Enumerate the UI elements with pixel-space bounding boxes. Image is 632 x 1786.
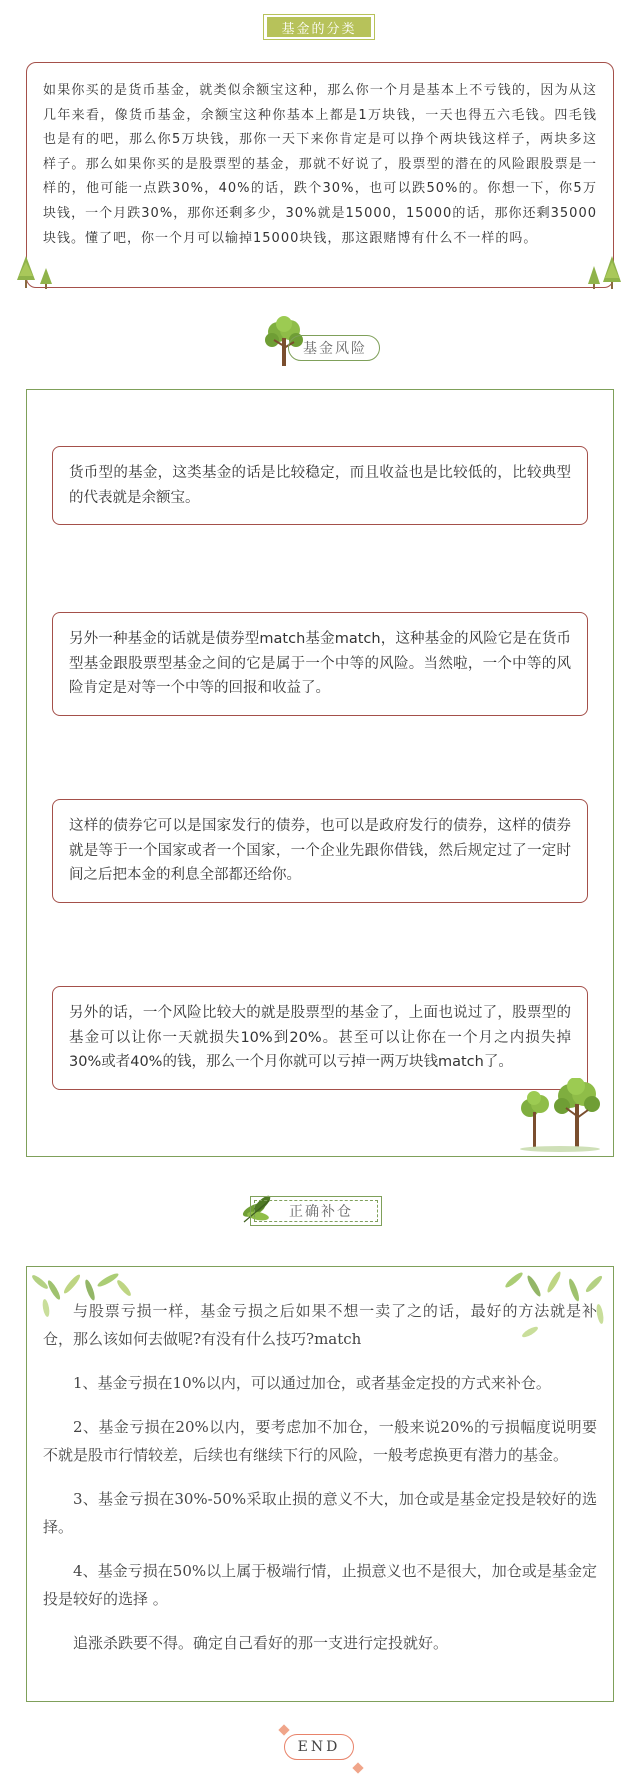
- averaging-paragraph: 1、基金亏损在10%以内，可以通过加仓，或者基金定投的方式来补仓。: [73, 1374, 551, 1392]
- end-label: END: [284, 1734, 354, 1760]
- averaging-paragraph: 追涨杀跌要不得。确定自己看好的那一支进行定投就好。: [73, 1634, 449, 1652]
- section-title-text: 正确补仓: [254, 1200, 378, 1222]
- section-title-correct-averaging: [250, 1196, 382, 1226]
- risk-card-text: 这样的债券它可以是国家发行的债券，也可以是政府发行的债券，这样的债券就是等于一个国家或者一个国家，一个企业先跟你借钱，然后规定过了一定时间之后把本金的利息全部都还给你。: [69, 818, 571, 883]
- pine-tree-icon: [584, 254, 626, 290]
- section-title-text: 基金风险: [303, 341, 367, 357]
- risk-card-stock-fund: [52, 986, 588, 1090]
- willow-leaves-icon: [28, 1268, 138, 1328]
- section-title-text: 基金的分类: [267, 17, 371, 37]
- risk-card-text: 另外的话，一个风险比较大的就是股票型的基金了，上面也说过了，股票型的基金可以让你一天就损失10%到20%。甚至可以让你在一个月之内损失掉30%或者40%的钱，那么一个月你就可以亏掉一两万块钱match了。: [69, 1005, 571, 1070]
- fund-classification-paragraph: 如果你买的是货币基金，就类似余额宝这种，那么你一个月是基本上不亏钱的，因为从这几年来看，像货币基金，余额宝这种你基本上都是1万块钱，一天也得五六毛钱。四毛钱也是有的吧，那么你5万块钱，那你一天下来你肯定是可以挣个两块钱这样子，两块多这样子。那么如果你买的是股票型的基金，那就不好说了，股票型的潜在的风险跟股票是一样的，他可能一点跌30%，40%的话，跌个30%，也可以跌50%的。你想一下，你5万块钱，一个月跌30%，那你还剩多少，30%就是15000，15000的话，那你还剩35000块钱。懂了吧，你一个月可以输掉15000块钱，那这跟赌博有什么不一样的吗。: [43, 83, 597, 246]
- diamond-icon: [352, 1762, 363, 1773]
- averaging-paragraph: 4、基金亏损在50%以上属于极端行情，止损意义也不是很大，加仓或是基金定投是较好的选择 。: [43, 1562, 597, 1608]
- risk-card-money-fund: [52, 446, 588, 525]
- pine-tree-icon: [14, 254, 56, 290]
- section-title-fund-classification: [263, 14, 375, 40]
- risk-card-bond-fund: [52, 612, 588, 716]
- risk-card-bond-explanation: [52, 799, 588, 903]
- diamond-icon: [278, 1724, 289, 1735]
- averaging-paragraph: 与股票亏损一样，基金亏损之后如果不想一卖了之的话，最好的方法就是补仓，那么该如何去做呢?有没有什么技巧?match: [43, 1302, 597, 1348]
- averaging-paragraph: 3、基金亏损在30%-50%采取止损的意义不大，加仓或是基金定投是较好的选择。: [43, 1490, 597, 1536]
- willow-leaves-icon: [500, 1268, 612, 1348]
- trees-icon: [512, 1078, 608, 1154]
- fund-classification-box: [26, 62, 614, 288]
- section-title-fund-risk: [288, 335, 380, 361]
- averaging-paragraph: 2、基金亏损在20%以内，要考虑加不加仓，一般来说20%的亏损幅度说明要不就是股市行情较差，后续也有继续下行的风险，一般考虑换更有潜力的基金。: [43, 1418, 597, 1464]
- end-marker: [280, 1724, 360, 1784]
- risk-card-text: 另外一种基金的话就是债券型match基金match，这种基金的风险它是在货币型基金跟股票型基金之间的它是属于一个中等的风险。当然啦，一个中等的风险肯定是对等一个中等的回报和收益了。: [69, 631, 571, 696]
- risk-card-text: 货币型的基金，这类基金的话是比较稳定，而且收益也是比较低的，比较典型的代表就是余额宝。: [69, 465, 571, 506]
